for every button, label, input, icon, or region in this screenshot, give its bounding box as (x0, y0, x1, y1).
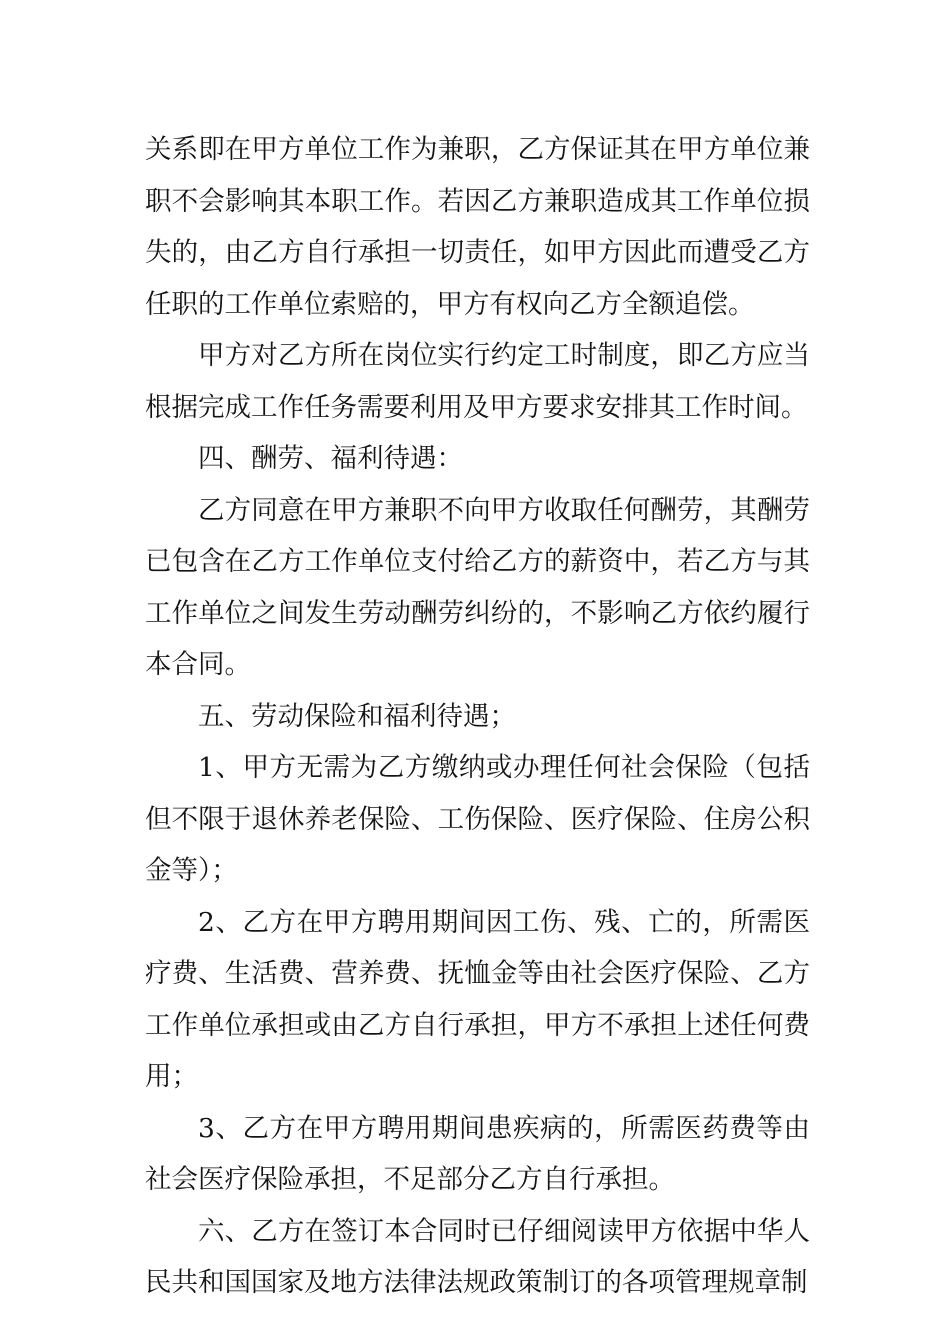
paragraph-working-hours: 甲方对乙方所在岗位实行约定工时制度，即乙方应当根据完成工作任务需要利用及甲方要求安排其工作时间。 (145, 340, 810, 423)
paragraph-section-six: 六、乙方在签订本合同时已仔细阅读甲方依据中华人民共和国国家及地方法律法规政策制订的各项管理规章制 (145, 1215, 810, 1298)
paragraph-remuneration: 乙方同意在甲方兼职不向甲方收取任何酬劳，其酬劳已包含在乙方工作单位支付给乙方的薪资中，若乙方与其工作单位之间发生劳动酬劳纠纷的，不影响乙方依约履行本合同。 (145, 494, 810, 680)
paragraph-continuation: 关系即在甲方单位工作为兼职，乙方保证其在甲方单位兼职不会影响其本职工作。若因乙方兼职造成其工作单位损失的，由乙方自行承担一切责任，如甲方因此而遭受乙方任职的工作单位索赔的，甲方有权向乙方全额追偿。 (145, 134, 810, 320)
paragraph-insurance-item-2: 2、乙方在甲方聘用期间因工伤、残、亡的，所需医疗费、生活费、营养费、抚恤金等由社会医疗保险、乙方工作单位承担或由乙方自行承担，甲方不承担上述任何费用； (145, 906, 810, 1092)
section-heading-insurance: 五、劳动保险和福利待遇； (198, 700, 516, 732)
section-heading-remuneration: 四、酬劳、福利待遇： (198, 443, 463, 474)
document-body (145, 124, 810, 1309)
paragraph-insurance-item-3: 3、乙方在甲方聘用期间患疾病的，所需医药费等由社会医疗保险承担，不足部分乙方自行承担。 (145, 1112, 810, 1195)
paragraph-insurance-item-1: 1、甲方无需为乙方缴纳或办理任何社会保险（包括但不限于退休养老保险、工伤保险、医疗保险、住房公积金等）； (145, 752, 810, 886)
